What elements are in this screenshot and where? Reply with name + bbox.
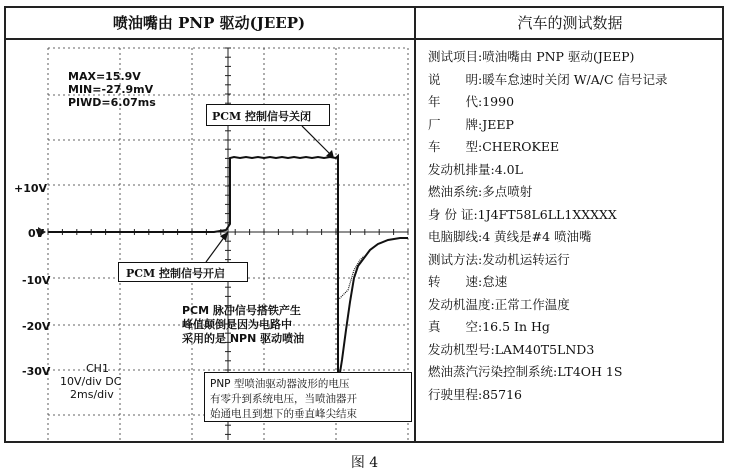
test-data-label: 厂 牌 <box>428 116 479 132</box>
test-data-separator: : <box>478 319 483 334</box>
test-data-value: LT4OH 1S <box>557 364 623 379</box>
pnp-note-line1: PNP 型喷油驱动器波形的电压 <box>210 378 350 390</box>
test-data-row <box>428 204 720 227</box>
y-label-plus10: +10V <box>14 182 48 195</box>
test-data-label: 转 速 <box>428 274 479 289</box>
test-data-row <box>428 114 720 137</box>
test-data-value: 怠速 <box>482 274 508 289</box>
test-data-value: 正常工作温度 <box>494 296 570 312</box>
test-data-value: 暖车怠速时关闭 W/A/C 信号记录 <box>482 71 668 87</box>
test-data-value: 1990 <box>482 94 515 109</box>
test-data-separator: : <box>478 184 483 199</box>
data-panel-title: 汽车的测试数据 <box>416 6 724 40</box>
test-data-row <box>428 69 720 92</box>
test-data-separator: : <box>553 364 558 379</box>
test-data-separator: : <box>490 341 495 357</box>
test-data-row <box>428 249 720 272</box>
pnp-note-line2: 有零升到系统电压，当喷油器开 <box>210 393 357 405</box>
test-data-label: 测试方法 <box>428 251 479 267</box>
test-data-label: 真 空 <box>428 319 479 334</box>
test-data-label: 测试项目 <box>428 49 479 64</box>
channel-tdiv: 2ms/div <box>70 388 114 401</box>
test-data-label: 发动机型号 <box>428 341 491 357</box>
channel-name: CH1 <box>86 362 109 375</box>
test-data-value: 喷油嘴由 PNP 驱动(JEEP) <box>482 49 635 64</box>
npn-note-line2: 峰值颠倒是因为电路中 <box>182 318 292 331</box>
pcm-off-arrow <box>300 124 340 164</box>
test-data-value: 85716 <box>482 386 522 402</box>
test-data-value: 4 黄线是#4 喷油嘴 <box>482 229 592 244</box>
test-data-separator: : <box>478 116 483 132</box>
test-data-separator: : <box>478 139 483 154</box>
test-data-separator: : <box>478 274 483 289</box>
pcm-on-label: PCM 控制信号开启 <box>126 267 226 280</box>
test-data-value: 多点喷射 <box>482 184 533 199</box>
pcm-off-label: PCM 控制信号关闭 <box>212 110 312 123</box>
test-data-value: CHEROKEE <box>482 139 560 154</box>
test-data-separator: : <box>478 251 483 267</box>
test-data-value: 16.5 In Hg <box>482 319 550 334</box>
y-label-zero: 0V <box>28 227 45 240</box>
test-data-separator: : <box>478 49 483 64</box>
channel-vdiv: 10V/div DC <box>60 375 122 388</box>
test-data-label: 发动机排量 <box>428 161 491 177</box>
test-data-separator: : <box>478 94 483 109</box>
y-label-minus30: -30V <box>22 365 51 378</box>
npn-note-line1: PCM 脉冲信号搭铁产生 <box>182 304 301 317</box>
panel-divider <box>414 6 416 443</box>
test-data-separator: : <box>478 229 483 244</box>
test-data-row <box>428 46 720 69</box>
test-data-row <box>428 181 720 204</box>
y-label-minus10: -10V <box>22 274 51 287</box>
test-data-label: 电脑脚线 <box>428 229 479 244</box>
test-data-label: 燃油蒸汽污染控制系统 <box>428 364 554 379</box>
y-label-minus20: -20V <box>22 320 51 333</box>
test-data-label: 车 型 <box>428 139 479 154</box>
test-data-row <box>428 91 720 114</box>
test-data-value: LAM40T5LND3 <box>494 341 595 357</box>
test-data-separator: : <box>490 161 495 177</box>
test-data-label: 行驶里程 <box>428 386 479 402</box>
test-data-separator: : <box>478 71 483 87</box>
piwd-readout: PIWD=6.07ms <box>68 96 156 109</box>
test-data-list <box>428 46 720 406</box>
scope-panel-title: 喷油嘴由 PNP 驱动(JEEP) <box>4 6 416 40</box>
test-data-label: 年 代 <box>428 94 479 109</box>
test-data-label: 燃油系统 <box>428 184 479 199</box>
test-data-label: 说 明 <box>428 71 479 87</box>
test-data-value: 4.0L <box>494 161 523 177</box>
pcm-on-arrow <box>200 222 240 264</box>
test-data-row <box>428 316 720 339</box>
npn-note-line3: 采用的是 NPN 驱动喷油 <box>182 332 305 345</box>
pnp-note-line3: 始通电且到想下的垂直峰尖结束 <box>210 408 357 420</box>
test-data-row <box>428 271 720 294</box>
test-data-row <box>428 136 720 159</box>
test-data-separator: : <box>490 296 495 312</box>
test-data-row <box>428 226 720 249</box>
test-data-row <box>428 294 720 317</box>
test-data-label: 发动机温度 <box>428 296 491 312</box>
test-data-value: JEEP <box>482 116 514 132</box>
min-readout: MIN=-27.9mV <box>68 83 154 96</box>
max-readout: MAX=15.9V <box>68 70 141 83</box>
figure-caption: 图 4 <box>350 455 379 471</box>
test-data-separator: : <box>473 206 478 222</box>
test-data-row <box>428 361 720 384</box>
test-data-row <box>428 159 720 182</box>
test-data-label: 身 份 证 <box>428 206 474 222</box>
test-data-separator: : <box>478 386 483 402</box>
test-data-value: 1J4FT58L6LL1XXXXX <box>477 206 617 222</box>
test-data-row <box>428 339 720 362</box>
test-data-value: 发动机运转运行 <box>482 251 570 267</box>
test-data-row <box>428 384 720 407</box>
